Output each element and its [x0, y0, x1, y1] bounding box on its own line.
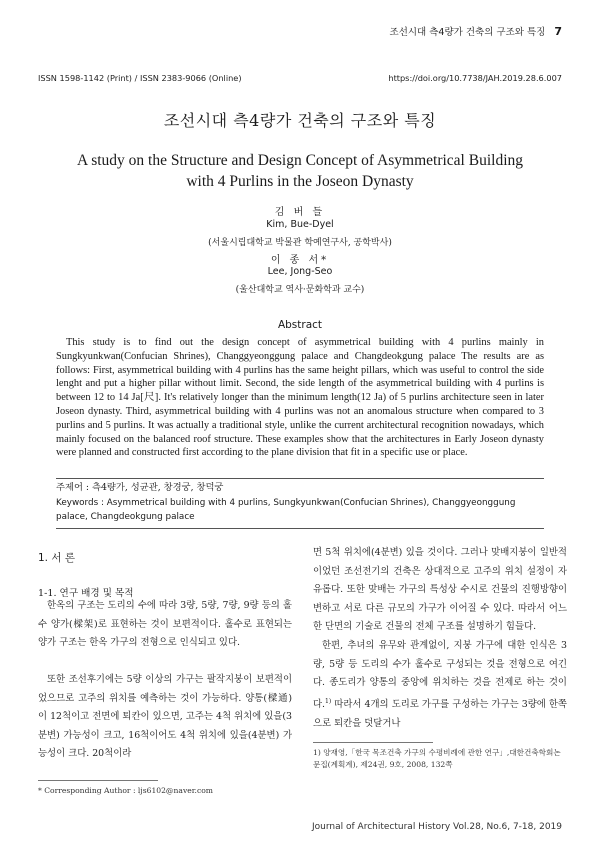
keywords-en-list: Asymmetrical building with 4 purlins, Sungkyunkwan(Confucian Shrines), Changgyeonggung palace, Changdeokgung palace: [56, 498, 516, 522]
page-number: 7: [554, 25, 562, 38]
keywords-ko-list: 측4량가, 성균관, 창경궁, 창덕궁: [92, 482, 224, 493]
subsection-heading: 1-1. 연구 배경 및 목적: [38, 588, 134, 599]
author1-affiliation: (서울시립대학교 박물관 학예연구사, 공학박사): [208, 238, 392, 248]
journal-footer: Journal of Architectural History Vol.28, No.6, 7-18, 2019: [312, 822, 562, 832]
corresponding-author: * Corresponding Author : ljs6102@naver.com: [38, 786, 213, 795]
keywords-en-label: Keywords :: [56, 498, 104, 508]
left-paragraph-1: 한옥의 구조는 도리의 수에 따라 3량, 5량, 7량, 9량 등의 홀수 양가(樑架)로 표현하는 것이 보편적이다. 홀수로 표현되는 양가 구조는 한옥 가구의 전형으로 인식되고 있다.: [38, 600, 292, 649]
footnote-1: 1) 양재영,「한국 목조건축 가구의 수평비례에 관한 연구」,대한건축학회논문집(계획계), 제24권, 9호, 2008, 132쪽: [313, 748, 561, 769]
title-korean: 조선시대 측4량가 건축의 구조와 특징: [163, 111, 437, 130]
author2-name-en: Lee, Jong-Seo: [267, 266, 333, 277]
keywords-korean: [56, 481, 544, 495]
footnote-ref-1[interactable]: 1): [325, 697, 332, 705]
author2-name-ko: 이 종 서*: [270, 255, 330, 266]
footnote-rule-right: [313, 742, 433, 743]
author1-name-en: Kim, Bue-Dyel: [266, 219, 334, 230]
title-english-line1: A study on the Structure and Design Concept of Asymmetrical Building: [77, 152, 523, 169]
issn: ISSN 1598-1142 (Print) / ISSN 2383-9066 (Online): [38, 73, 242, 83]
keywords-ko-label: 주제어 :: [56, 482, 90, 493]
right-paragraph-1: 면 5척 위치에(4분변) 있을 것이다. 그러나 맞배지붕이 일반적이었던 조선전기의 건축은 상대적으로 고주의 위치 설정이 자유롭다. 또한 맞배는 가구의 특성상 수시로 건물의 진행방향이 변하고 서로 다른 규모의 가구가 이어질 수 있다. 따라서 어느 한 단면의 기술로 건물의 전체 구조를 설명하기 힘들다.: [313, 547, 567, 633]
author1-name-ko: 김 버 들: [274, 207, 326, 218]
right-paragraph-2-text: 한편, 추녀의 유무와 관계없이, 지붕 가구에 대한 인식은 3량, 5량 등 도리의 수가 홀수로 구성되는 것을 전형으로 여긴다. 종도리가 양통의 중앙에 위치하는 것을 전제로 하는 것이다.: [313, 640, 567, 710]
right-paragraph-2-tail: 따라서 4개의 도리로 가구를 구성하는 가구는 3량에 한쪽으로 퇴칸을 덧달거나: [313, 698, 567, 729]
keywords-english: [56, 496, 544, 524]
abstract-text: This study is to find out the design concept of asymmetrical building with 4 purlins mainly in Sungkyunkwan(Confucian Shrines), Changgyeonggung palace and Changdeokgung palace The results are as follows: First, asymmetrical building with 4 purlins has the same height pillars, which was useful to control the side lenght and put a higher pillar without limit. Second, the side length of the asymmetrical building with 4 purlins is between 12 to 14 Ja[尺]. It's relatively longer than the minimum length(12 Ja) of 5 purlins architecture seen in later Joseon dynasty. Third, asymmetrical building with 4 purlins was not an anomalous structure when compared to 3 purlins and 5 purlins. It was actually a traditional style, unlike the current architectural recognition nowadays, which mainly focused on the balanced roof structure. These examples show that the architectures in Early Joseon dynasty were planned and constructed first according to the plane division that fit in a specific use or place.: [56, 337, 544, 459]
left-paragraph-2: 또한 조선후기에는 5량 이상의 가구는 팔작지붕이 보편적이었으므로 고주의 위치를 예측하는 것이 가능하다. 양통(樑通)이 12척이고 전면에 퇴칸이 있으면, 고주는 4척 위치에 있을(3분변) 가능성이 크고, 16척이어도 4척 위치에 있을(4분변) 가능성이 크다. 20척이라: [38, 674, 292, 760]
title-english-line2: with 4 Purlins in the Joseon Dynasty: [186, 173, 414, 190]
keywords-bottom-rule: [56, 528, 544, 529]
abstract-heading: Abstract: [277, 319, 323, 331]
keywords-top-rule: [56, 478, 544, 479]
running-head: [390, 24, 562, 38]
running-title: 조선시대 측4량가 건축의 구조와 특징: [389, 27, 546, 38]
section-heading: 1. 서 론: [38, 552, 75, 564]
doi-link[interactable]: https://doi.org/10.7738/JAH.2019.28.6.007: [388, 73, 562, 83]
author2-affiliation: (울산대학교 역사·문화학과 교수): [235, 285, 365, 295]
right-paragraph-2: [313, 637, 567, 733]
title-english: [40, 150, 560, 192]
footnote-rule-left: [38, 780, 158, 781]
